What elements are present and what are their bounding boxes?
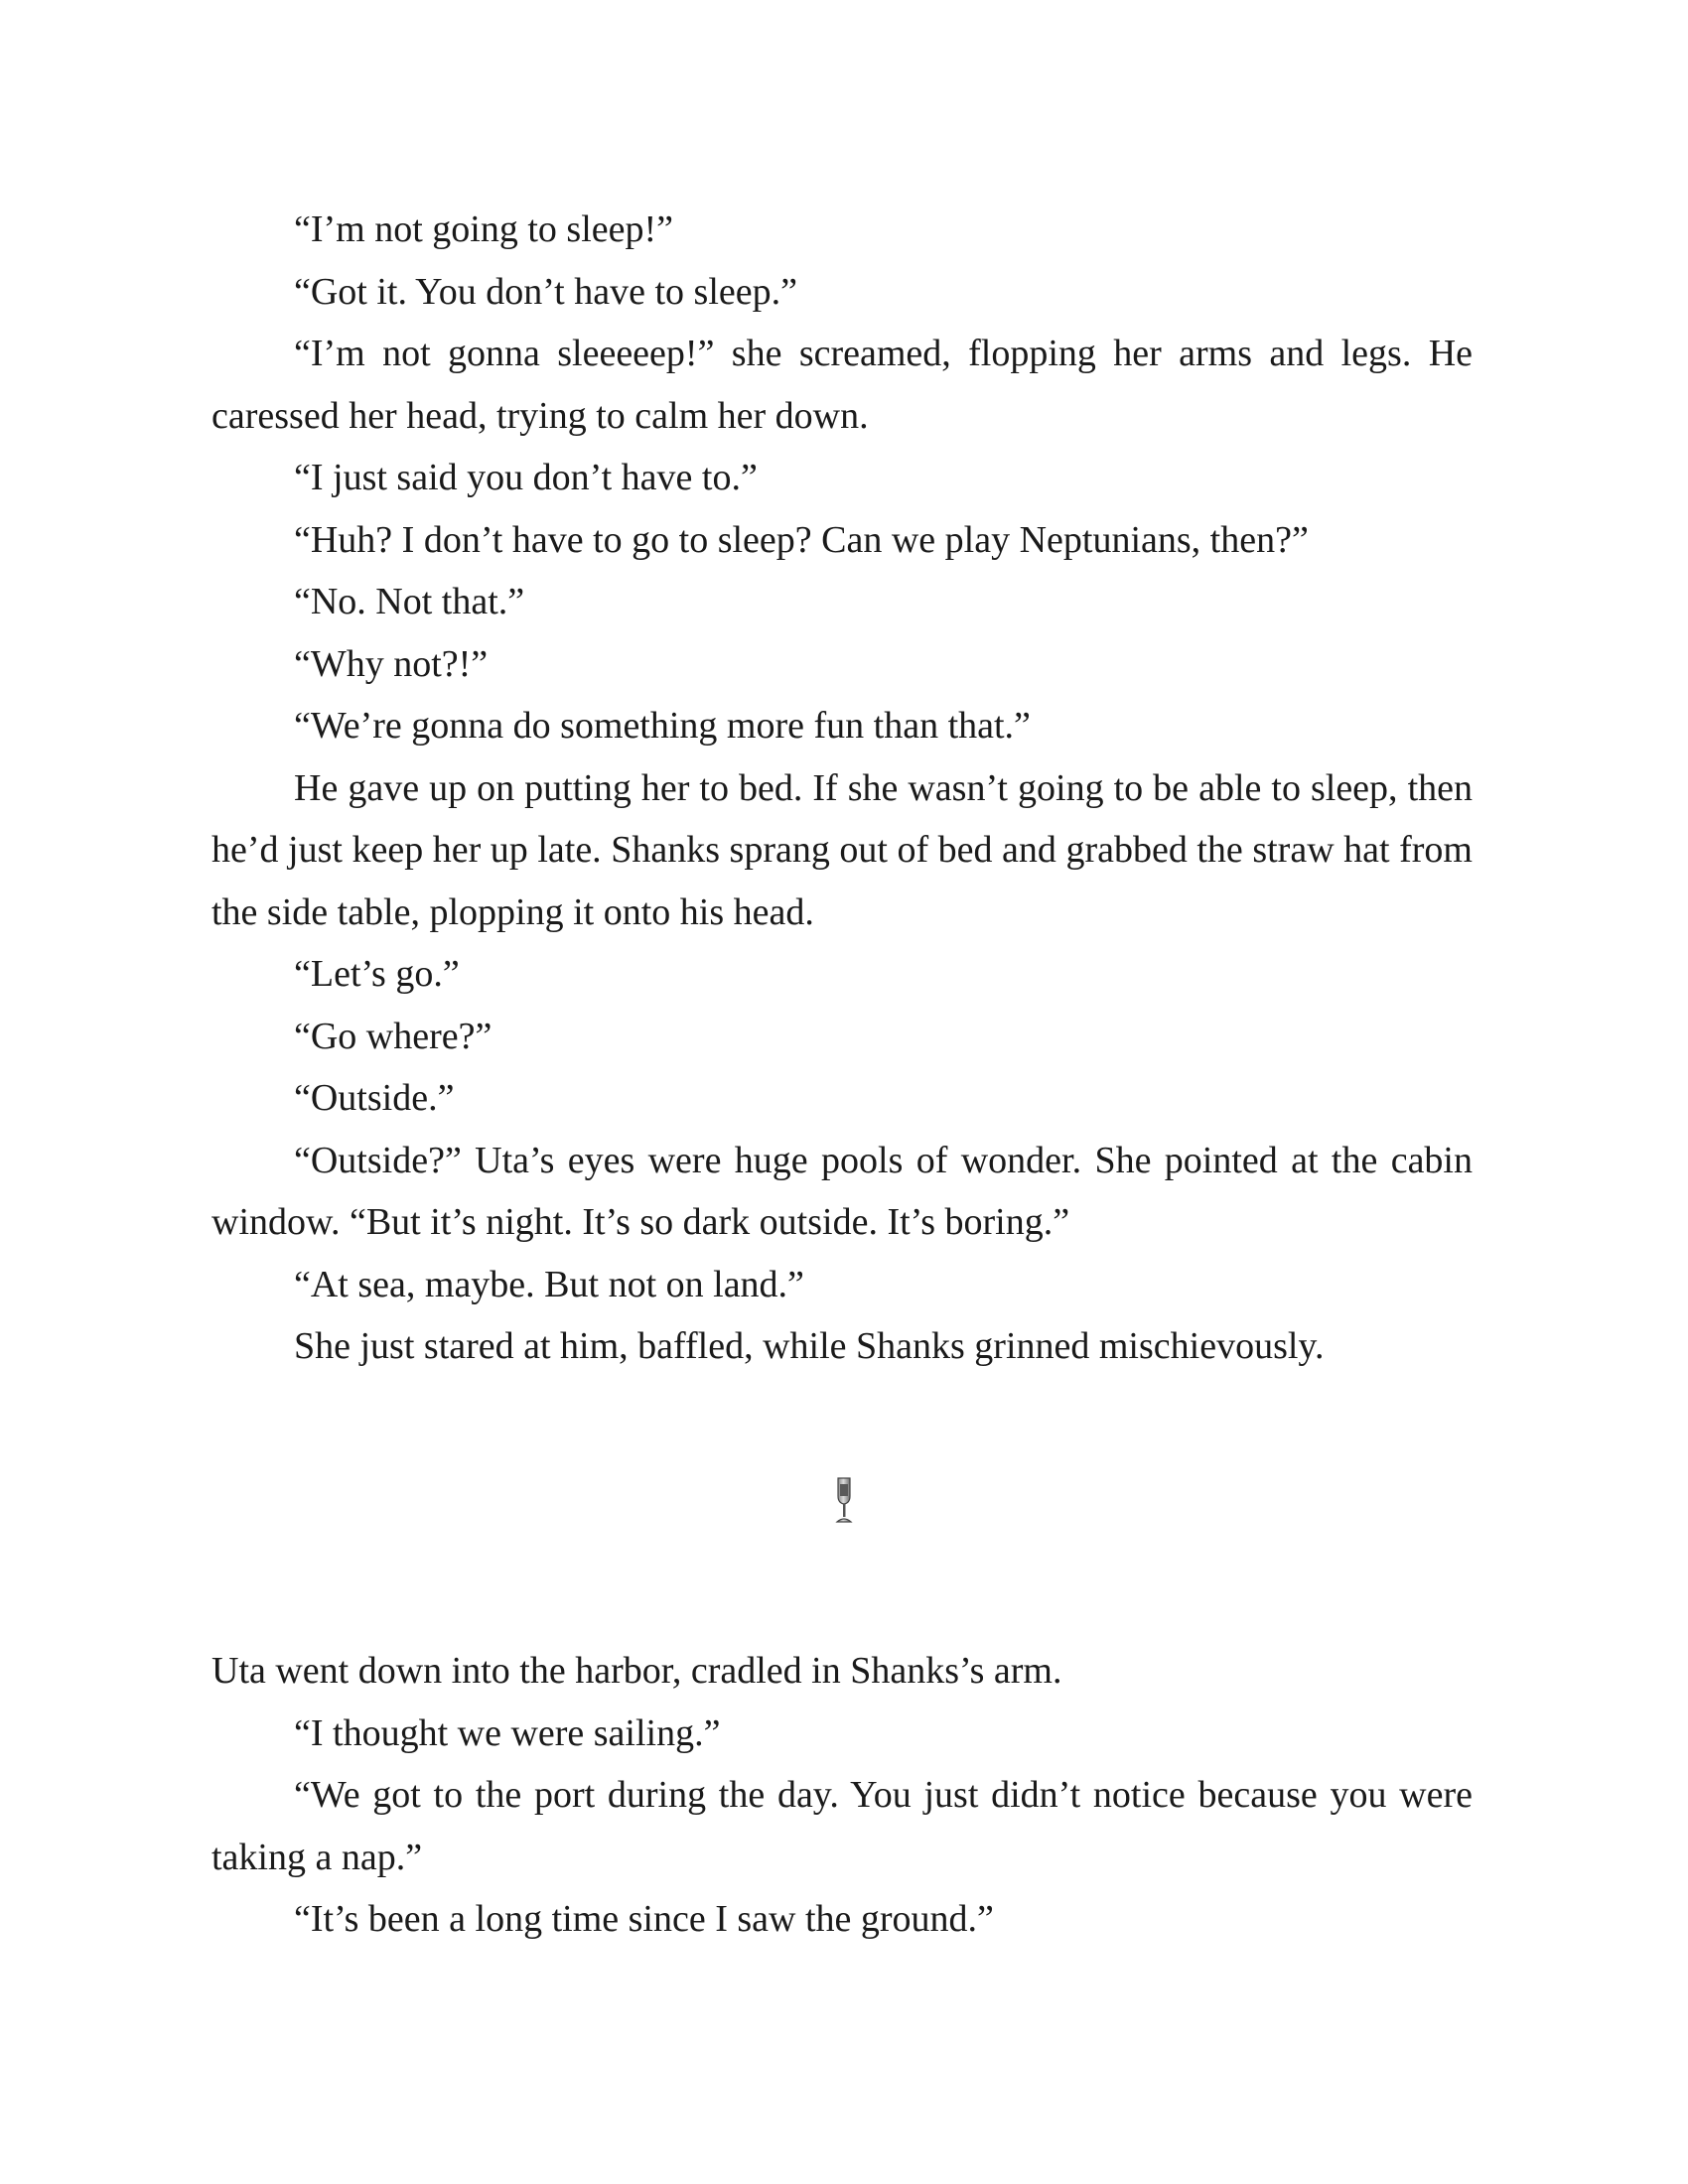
paragraph: “It’s been a long time since I saw the ground.” xyxy=(294,1898,994,1940)
paragraph: “Outside?” Uta’s eyes were huge pools of wonder. She pointed at the cabin window. “But it’s night. It’s so dark outside. It’s boring.” xyxy=(211,1139,1473,1243)
paragraph: “We got to the port during the day. You just didn’t notice because you were taking a nap.” xyxy=(211,1774,1473,1878)
paragraph: “I thought we were sailing.” xyxy=(294,1711,721,1754)
paragraph: “Outside.” xyxy=(294,1077,455,1119)
section-one-text xyxy=(211,199,1473,1378)
paragraph: “Let’s go.” xyxy=(294,953,460,995)
paragraph: “Go where?” xyxy=(294,1015,492,1057)
paragraph: “I just said you don’t have to.” xyxy=(294,457,758,498)
paragraph: “We’re gonna do something more fun than that.” xyxy=(294,705,1031,747)
paragraph: “Why not?!” xyxy=(294,642,489,685)
paragraph: “I’m not gonna sleeeeep!” she screamed, flopping her arms and legs. He caressed her head, trying to calm her down. xyxy=(211,333,1473,437)
paragraph: He gave up on putting her to bed. If she wasn’t going to be able to sleep, then he’d just keep her up late. Shanks sprang out of bed and grabbed the straw hat from the side table, plopping it onto his head. xyxy=(211,766,1473,933)
paragraph: “I’m not going to sleep!” xyxy=(294,208,674,250)
paragraph: “No. Not that.” xyxy=(294,581,525,622)
section-two-text xyxy=(211,1640,1473,1951)
paragraph: “Got it. You don’t have to sleep.” xyxy=(294,270,797,313)
paragraph: “At sea, maybe. But not on land.” xyxy=(294,1263,804,1305)
paragraph: She just stared at him, baffled, while Shanks grinned mischievously. xyxy=(294,1325,1325,1367)
paragraph: Uta went down into the harbor, cradled in Shanks’s arm. xyxy=(211,1650,1062,1692)
goblet-icon xyxy=(829,1476,859,1526)
paragraph: “Huh? I don’t have to go to sleep? Can we play Neptunians, then?” xyxy=(294,518,1309,561)
